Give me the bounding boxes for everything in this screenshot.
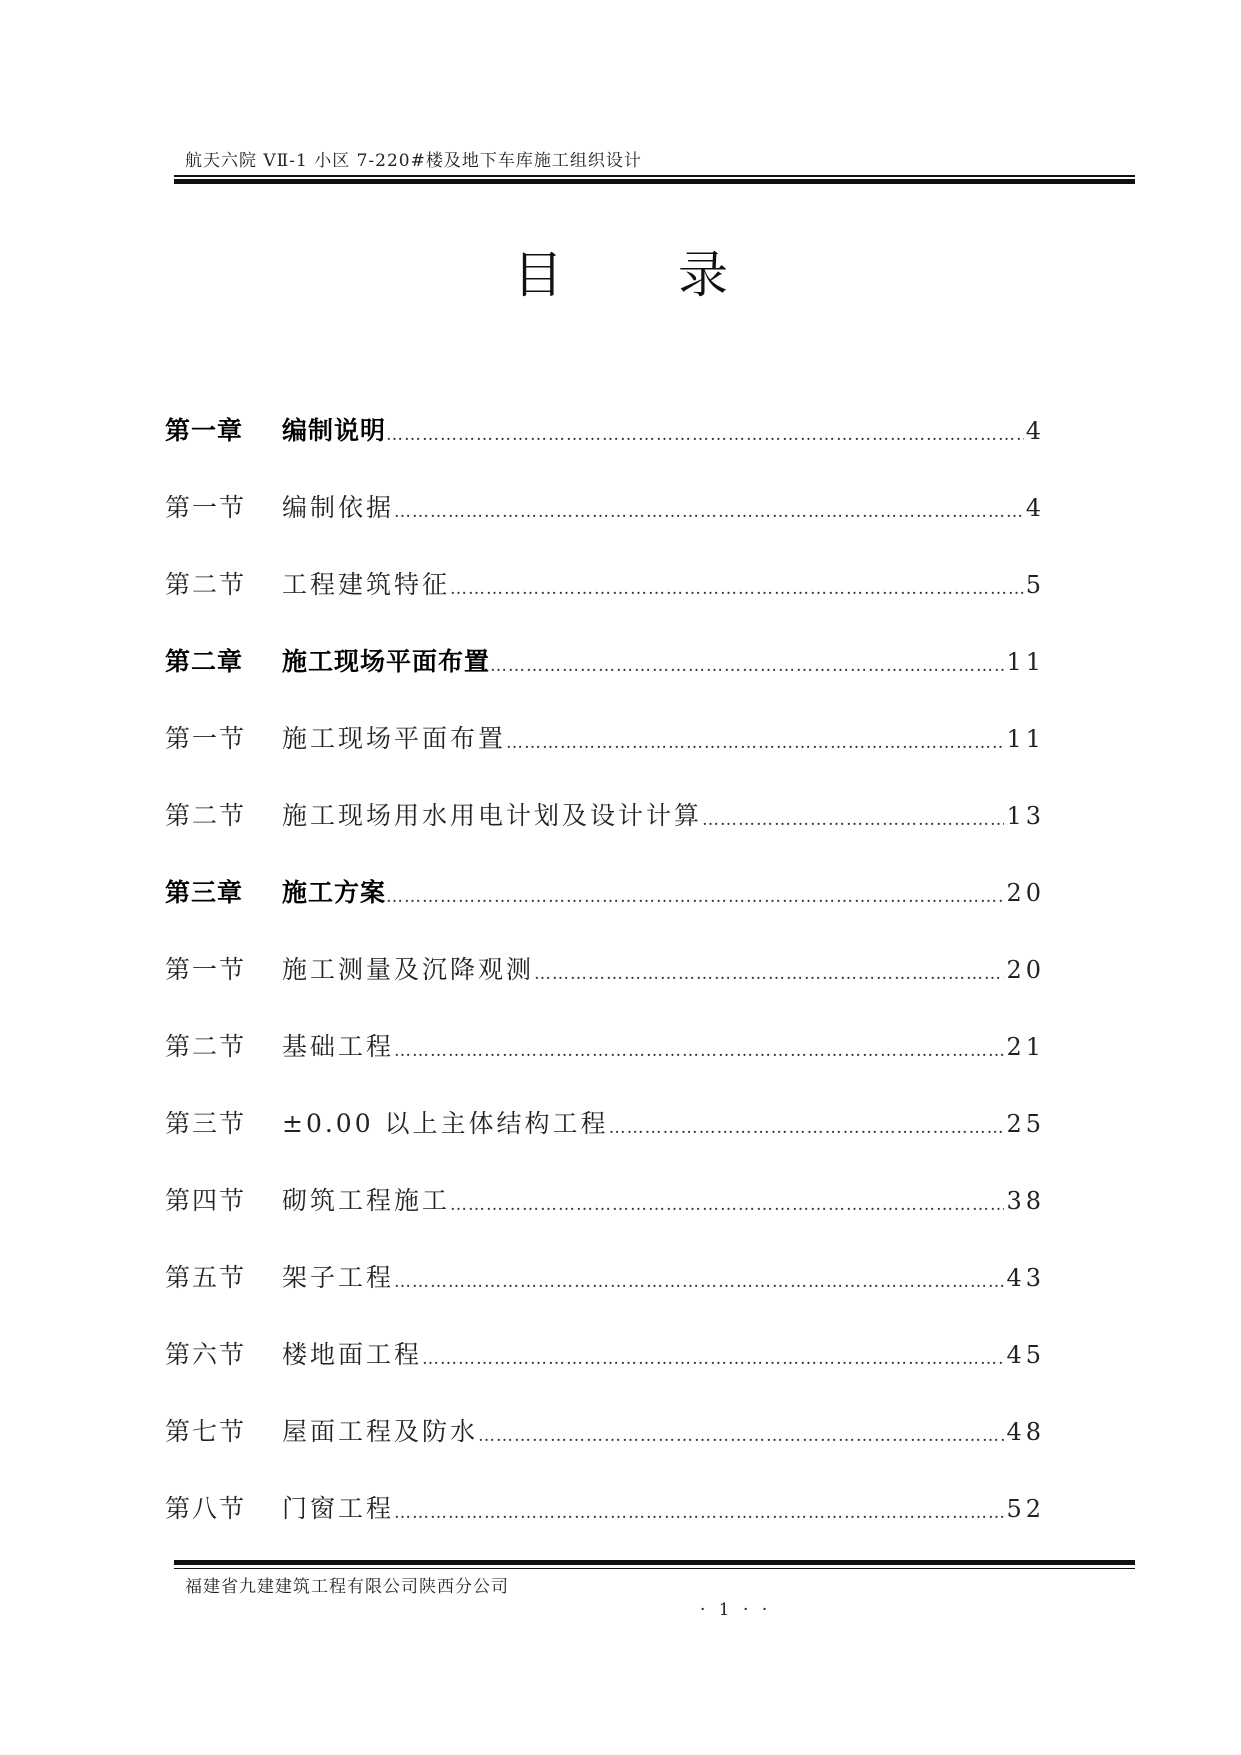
toc-entry-title: 施工现场用水用电计划及设计计算	[282, 800, 703, 830]
toc-entry-label: 第二章	[165, 646, 244, 676]
toc-entry-title: 编制依据	[282, 492, 395, 522]
toc-dot-leader	[478, 1398, 1004, 1466]
footer-rule-thick	[174, 1560, 1135, 1565]
toc-entry-title: 施工方案	[282, 877, 387, 907]
toc-dot-leader	[394, 1013, 1004, 1081]
toc-entry-title: 施工现场平面布置	[282, 723, 507, 753]
toc-dot-leader	[534, 936, 1004, 1004]
toc-entry-page-number: 21	[1006, 1032, 1045, 1061]
toc-entry-page-number: 5	[1025, 570, 1045, 599]
toc-dot-leader	[386, 397, 1024, 465]
footer-company: 福建省九建建筑工程有限公司陕西分公司	[185, 1577, 509, 1597]
toc-entry-page-number: 45	[1006, 1340, 1045, 1369]
toc-section-entry[interactable]	[165, 1008, 1045, 1085]
toc-dot-leader	[394, 1244, 1004, 1312]
toc-entry-title: ±0.00 以上主体结构工程	[282, 1108, 609, 1138]
toc-dot-leader	[450, 1167, 1004, 1235]
toc-entry-label: 第三章	[165, 877, 244, 907]
toc-entry-label: 第二节	[165, 569, 247, 599]
toc-entry-title: 架子工程	[282, 1262, 395, 1292]
toc-entry-title: 编制说明	[282, 415, 387, 445]
toc-entry-page-number: 11	[1006, 647, 1045, 676]
toc-title	[0, 240, 1241, 310]
toc-dot-leader	[450, 551, 1024, 619]
toc-entry-page-number: 25	[1006, 1109, 1045, 1138]
toc-entry-page-number: 20	[1006, 878, 1045, 907]
toc-entry-label: 第一节	[165, 723, 247, 753]
toc-entry-label: 第七节	[165, 1416, 247, 1446]
toc-dot-leader	[422, 1321, 1004, 1389]
header-rule-thin	[174, 175, 1135, 177]
toc-section-entry[interactable]	[165, 546, 1045, 623]
toc-entry-label: 第三节	[165, 1108, 247, 1138]
header-rule-thick	[174, 179, 1135, 184]
toc-entry-label: 第五节	[165, 1262, 247, 1292]
toc-entry-label: 第二节	[165, 800, 247, 830]
toc-chapter-entry[interactable]	[165, 623, 1045, 700]
toc-title-left: 目	[513, 246, 563, 304]
toc-dot-leader	[609, 1090, 1005, 1158]
toc-section-entry[interactable]	[165, 777, 1045, 854]
footer-page-number: · 1 · ·	[700, 1600, 772, 1620]
toc-dot-leader	[490, 628, 1004, 696]
toc-entry-page-number: 4	[1025, 493, 1045, 522]
toc-entry-label: 第六节	[165, 1339, 247, 1369]
toc-chapter-entry[interactable]	[165, 392, 1045, 469]
toc-entry-page-number: 43	[1006, 1263, 1045, 1292]
toc-entry-page-number: 20	[1006, 955, 1045, 984]
toc-section-entry[interactable]	[165, 1316, 1045, 1393]
toc-dot-leader	[506, 705, 1004, 773]
toc-section-entry[interactable]	[165, 931, 1045, 1008]
toc-section-entry[interactable]	[165, 700, 1045, 777]
toc-dot-leader	[394, 474, 1024, 542]
toc-entry-title: 楼地面工程	[282, 1339, 423, 1369]
toc-entry-label: 第四节	[165, 1185, 247, 1215]
toc-entry-label: 第二节	[165, 1031, 247, 1061]
toc-section-entry[interactable]	[165, 1239, 1045, 1316]
toc-entry-title: 门窗工程	[282, 1493, 395, 1523]
toc-entry-label: 第一节	[165, 492, 247, 522]
toc-entry-page-number: 11	[1006, 724, 1045, 753]
toc-dot-leader	[394, 1475, 1004, 1543]
toc-section-entry[interactable]	[165, 1085, 1045, 1162]
toc-entry-label: 第一节	[165, 954, 247, 984]
running-header: 航天六院 VⅡ-1 小区 7-220#楼及地下车库施工组织设计	[185, 151, 642, 171]
toc-dot-leader	[386, 859, 1004, 927]
toc-section-entry[interactable]	[165, 1470, 1045, 1547]
toc-entry-page-number: 38	[1006, 1186, 1045, 1215]
toc-title-right: 录	[678, 246, 728, 304]
toc-entry-page-number: 48	[1006, 1417, 1045, 1446]
toc-dot-leader	[702, 782, 1004, 850]
table-of-contents	[165, 392, 1045, 1547]
toc-entry-label: 第一章	[165, 415, 244, 445]
toc-entry-title: 基础工程	[282, 1031, 395, 1061]
toc-chapter-entry[interactable]	[165, 854, 1045, 931]
toc-entry-label: 第八节	[165, 1493, 247, 1523]
toc-entry-title: 屋面工程及防水	[282, 1416, 479, 1446]
toc-entry-title: 砌筑工程施工	[282, 1185, 451, 1215]
toc-entry-page-number: 13	[1006, 801, 1045, 830]
toc-entry-title: 工程建筑特征	[282, 569, 451, 599]
footer-rule-thin	[174, 1568, 1135, 1569]
toc-entry-page-number: 4	[1025, 416, 1045, 445]
toc-entry-title: 施工测量及沉降观测	[282, 954, 535, 984]
toc-entry-page-number: 52	[1006, 1494, 1045, 1523]
toc-section-entry[interactable]	[165, 1393, 1045, 1470]
toc-section-entry[interactable]	[165, 469, 1045, 546]
toc-section-entry[interactable]	[165, 1162, 1045, 1239]
toc-entry-title: 施工现场平面布置	[282, 646, 491, 676]
